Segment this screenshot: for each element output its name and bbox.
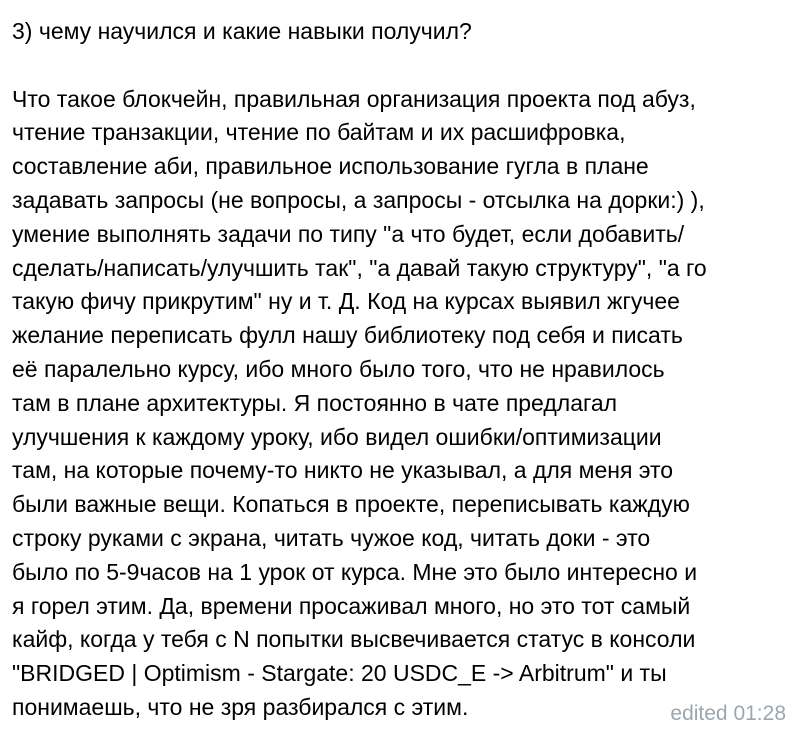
message-line-12: улучшения к каждому уроку, ибо видел ошибки/оптимизации	[12, 424, 662, 450]
message-line-13: там, на которые почему-то никто не указывал, а для меня это	[12, 457, 674, 483]
message-line-17: я горел этим. Да, времени просаживал много, но это тот самый	[12, 593, 691, 619]
message-line-19: "BRIDGED | Optimism - Stargate: 20 USDC_E -> Arbitrum" и ты	[12, 660, 667, 686]
message-line-9: желание переписать фулл нашу библиотеку под себя и писать	[12, 322, 683, 348]
message-line-15: строку руками с экрана, читать чужое код, читать доки - это	[12, 525, 651, 551]
message-line-6: умение выполнять задачи по типу "а что будет, если добавить/	[12, 221, 685, 247]
message-line-11: там в плане архитектуры. Я постоянно в чате предлагал	[12, 390, 618, 416]
message-line-7: сделать/написать/улучшить так", "а давай такую структуру", "а го	[12, 255, 707, 281]
edited-timestamp: edited 01:28	[670, 702, 786, 725]
message-line-10: её паралельно курсу, ибо много было того, что не нравилось	[12, 356, 665, 382]
message-line-20: понимаешь, что не зря разбирался с этим.	[12, 694, 469, 720]
message-line-14: были важные вещи. Копаться в проекте, переписывать каждую	[12, 491, 690, 517]
message-line-2: Что такое блокчейн, правильная организация проекта под абуз,	[12, 86, 696, 112]
message-line-1: 3) чему научился и какие навыки получил?	[12, 18, 472, 44]
message-line-18: кайф, когда у тебя с N попытки высвечивается статус в консоли	[12, 626, 696, 652]
message-line-3: чтение транзакции, чтение по байтам и их расшифровка,	[12, 119, 626, 145]
message-line-5: задавать запросы (не вопросы, а запросы - отсылка на дорки:) ),	[12, 187, 705, 213]
message-line-4: составление аби, правильное использование гугла в плане	[12, 153, 649, 179]
message-line-8: такую фичу прикрутим" ну и т. Д. Код на курсах выявил жгучее	[12, 288, 680, 314]
message-line-16: было по 5-9часов на 1 урок от курса. Мне это было интересно и	[12, 559, 698, 585]
